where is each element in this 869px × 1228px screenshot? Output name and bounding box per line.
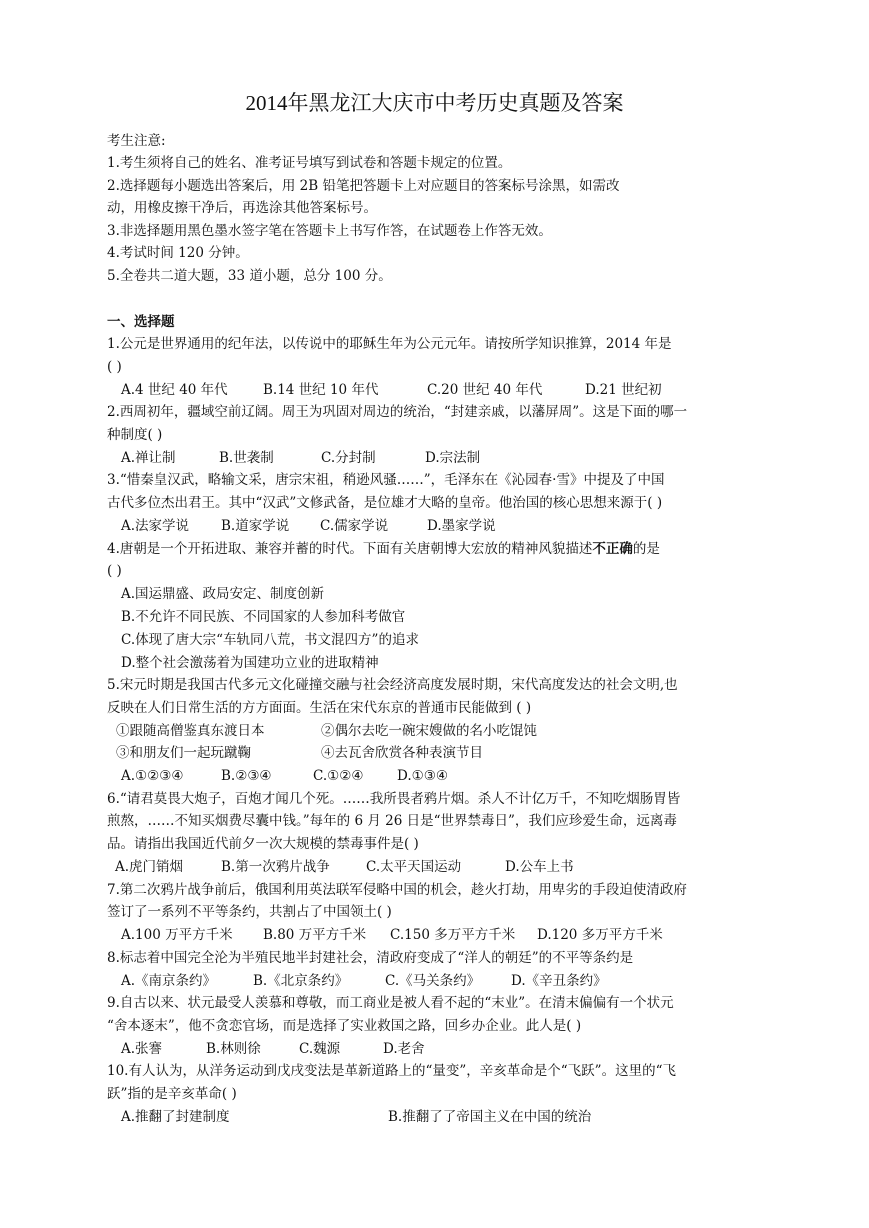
option: C.《马关条约》 bbox=[385, 973, 481, 989]
option: C.20 世纪 40 年代 bbox=[427, 382, 543, 398]
statement-item: ④去瓦舍欣赏各种表演节目 bbox=[321, 745, 483, 761]
notice-item: 4.考试时间 120 分钟。 bbox=[107, 245, 249, 261]
option: B.不允许不同民族、不同国家的人参加科考做官 bbox=[121, 609, 406, 625]
option: D.21 世纪初 bbox=[585, 382, 662, 398]
option: A.4 世纪 40 年代 bbox=[121, 382, 228, 398]
question-text: “舍本逐末”，他不贪恋官场，而是选择了实业救国之路，回乡办企业。此人是( ) bbox=[107, 1018, 582, 1034]
section-heading: 一、选择题 bbox=[107, 314, 175, 330]
question-text: 煎熬，……不知买烟费尽囊中钱。”每年的 6 月 26 日是“世界禁毒日”，我们应珍爱生命，远离毒 bbox=[107, 813, 677, 829]
notice-item: 1.考生须将自己的姓名、准考证号填写到试卷和答题卡规定的位置。 bbox=[107, 155, 512, 171]
option: D.老舍 bbox=[383, 1041, 425, 1057]
option: D.墨家学说 bbox=[427, 518, 496, 534]
notice-item: 2.选择题每小题选出答案后，用 2B 铅笔把答题卡上对应题目的答案标号涂黑，如需改 bbox=[107, 178, 620, 194]
statement-item: ①跟随高僧鉴真东渡日本 bbox=[116, 723, 265, 739]
notice-item: 动，用橡皮擦干净后，再选涂其他答案标号。 bbox=[107, 200, 377, 216]
option: A.虎门销烟 bbox=[115, 859, 184, 875]
question-text: 跃”指的是辛亥革命( ) bbox=[107, 1086, 237, 1102]
notice-header: 考生注意: bbox=[107, 133, 166, 149]
option: D.公车上书 bbox=[505, 859, 574, 875]
question-text: 6.“请君莫畏大炮子，百炮才闻几个死。……我所畏者鸦片烟。杀人不计亿万千，不知吃烟肠胃皆 bbox=[107, 791, 681, 807]
option: A.禅让制 bbox=[121, 450, 176, 466]
option: A.法家学说 bbox=[121, 518, 190, 534]
option: B.第一次鸦片战争 bbox=[221, 859, 330, 875]
option: D.整个社会激荡着为国建功立业的进取精神 bbox=[121, 655, 379, 671]
option: A.100 万平方千米 bbox=[121, 927, 233, 943]
option: C.体现了唐大宗“车轨同八荒，书文混四方”的追求 bbox=[121, 632, 419, 648]
option: C.分封制 bbox=[321, 450, 376, 466]
option: A.①②③④ bbox=[121, 768, 184, 784]
option: B.道家学说 bbox=[221, 518, 290, 534]
question-text-part: 的是 bbox=[632, 541, 660, 557]
notice-item: 5.全卷共二道大题，33 道小题，总分 100 分。 bbox=[107, 268, 392, 284]
option: D.120 多万平方千米 bbox=[537, 927, 663, 943]
question-text: 品。请指出我国近代前夕一次大规模的禁毒事件是( ) bbox=[107, 836, 419, 852]
question-text: 种制度( ) bbox=[107, 427, 163, 443]
option: B.②③④ bbox=[221, 768, 272, 784]
statement-item: ③和朋友们一起玩蹴鞠 bbox=[116, 745, 251, 761]
option: B.世袭制 bbox=[219, 450, 274, 466]
option: A.推翻了封建制度 bbox=[121, 1109, 230, 1125]
question-text: 反映在人们日常生活的方方面面。生活在宋代东京的普通市民能做到 ( ) bbox=[107, 700, 532, 716]
option: B.林则徐 bbox=[206, 1041, 261, 1057]
option: A.国运鼎盛、政局安定、制度创新 bbox=[121, 586, 325, 602]
option: C.儒家学说 bbox=[320, 518, 389, 534]
question-text: 1.公元是世界通用的纪年法，以传说中的耶稣生年为公元元年。请按所学知识推算，2014 年是 bbox=[107, 336, 672, 352]
option: B.80 万平方千米 bbox=[263, 927, 367, 943]
question-text: 2.西周初年，疆域空前辽阔。周王为巩固对周边的统治，“封建亲戚，以藩屏周”。这是下面的哪一 bbox=[107, 404, 688, 420]
question-text: 5.宋元时期是我国古代多元文化碰撞交融与社会经济高度发展时期，宋代高度发达的社会文明,也 bbox=[107, 677, 678, 693]
option: D.①③④ bbox=[397, 768, 448, 784]
question-text: ( ) bbox=[107, 359, 122, 375]
option: B.《北京条约》 bbox=[253, 973, 349, 989]
statement-item: ②偶尔去吃一碗宋嫂做的名小吃馄饨 bbox=[321, 723, 537, 739]
notice-item: 3.非选择题用黑色墨水签字笔在答题卡上书写作答，在试题卷上作答无效。 bbox=[107, 223, 552, 239]
question-text-part: 4.唐朝是一个开拓进取、兼容并蓄的时代。下面有关唐朝博大宏放的精神风貌描述 bbox=[107, 541, 593, 557]
option: B.推翻了了帝国主义在中国的统治 bbox=[388, 1109, 592, 1125]
option: C.太平天国运动 bbox=[366, 859, 462, 875]
option: D.宗法制 bbox=[425, 450, 481, 466]
question-text: 3.“惜秦皇汉武，略输文采，唐宗宋祖，稍逊风骚……”，毛泽东在《沁园春·雪》中提及了中国 bbox=[107, 472, 665, 488]
question-text: 9.自古以来、状元最受人羡慕和尊敬，而工商业是被人看不起的“末业”。在清末偏偏有一个状元 bbox=[107, 995, 674, 1011]
option: C.①②④ bbox=[313, 768, 364, 784]
question-text: 10.有人认为，从洋务运动到戊戌变法是革新道路上的“量变”，辛亥革命是个“飞跃”。这里的“飞 bbox=[107, 1063, 676, 1079]
option: A.《南京条约》 bbox=[121, 973, 217, 989]
option: D.《辛丑条约》 bbox=[511, 973, 607, 989]
option: C.魏源 bbox=[299, 1041, 341, 1057]
question-text: 签订了一系列不平等条约，共割占了中国领土( ) bbox=[107, 904, 392, 920]
page-title: 2014年黑龙江大庆市中考历史真题及答案 bbox=[245, 91, 624, 115]
option: C.150 多万平方千米 bbox=[390, 927, 516, 943]
question-text: ( ) bbox=[107, 563, 122, 579]
option: A.张謇 bbox=[121, 1041, 163, 1057]
question-text bbox=[107, 538, 660, 560]
question-text: 古代多位杰出君王。其中“汉武”文修武备，是位雄才大略的皇帝。他治国的核心思想来源于( ) bbox=[107, 495, 663, 511]
option: B.14 世纪 10 年代 bbox=[263, 382, 379, 398]
question-text: 7.第二次鸦片战争前后，俄国利用英法联军侵略中国的机会，趁火打劫，用卑劣的手段迫使清政府 bbox=[107, 882, 687, 898]
emphasis-text: 不正确 bbox=[592, 541, 633, 557]
question-text: 8.标志着中国完全沦为半殖民地半封建社会，清政府变成了“洋人的朝廷”的不平等条约是 bbox=[107, 950, 634, 966]
